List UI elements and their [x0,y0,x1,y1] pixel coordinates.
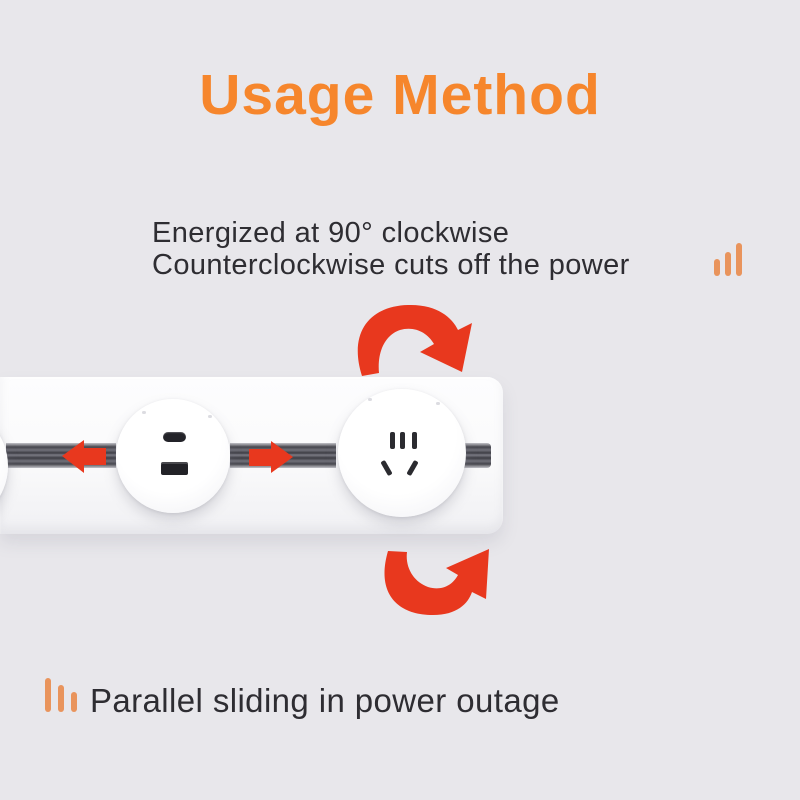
bar-tall [45,678,51,712]
usb-module [116,399,230,513]
track-groove-middle [230,443,336,468]
bar-medium [58,685,64,712]
page-title: Usage Method [199,63,601,127]
slide-instruction-label: Parallel sliding in power outage [90,682,560,719]
bar-short [71,692,77,712]
track-groove-left [6,443,116,468]
rotate-instruction-line1: Energized at 90° clockwise [152,217,510,249]
socket-slot-ground [390,432,395,449]
socket-slot-live [380,460,392,476]
usb-a-port [161,462,188,475]
cn-socket-module [338,389,466,517]
usb-c-port [163,432,186,442]
detail-dot [208,415,212,418]
rotate-instruction-line2: Counterclockwise cuts off the power [152,249,630,281]
rotate-clockwise-top-arrow-icon [358,305,472,376]
socket-slot-neutral [406,460,418,476]
detail-dot [142,411,146,414]
rotate-clockwise-bottom-arrow-icon [384,549,489,615]
detail-dot [436,402,440,405]
detail-dot [368,398,372,401]
socket-slot-ground [400,432,405,449]
signal-bars-descending-icon [45,678,77,712]
socket-slot-ground [412,432,417,449]
